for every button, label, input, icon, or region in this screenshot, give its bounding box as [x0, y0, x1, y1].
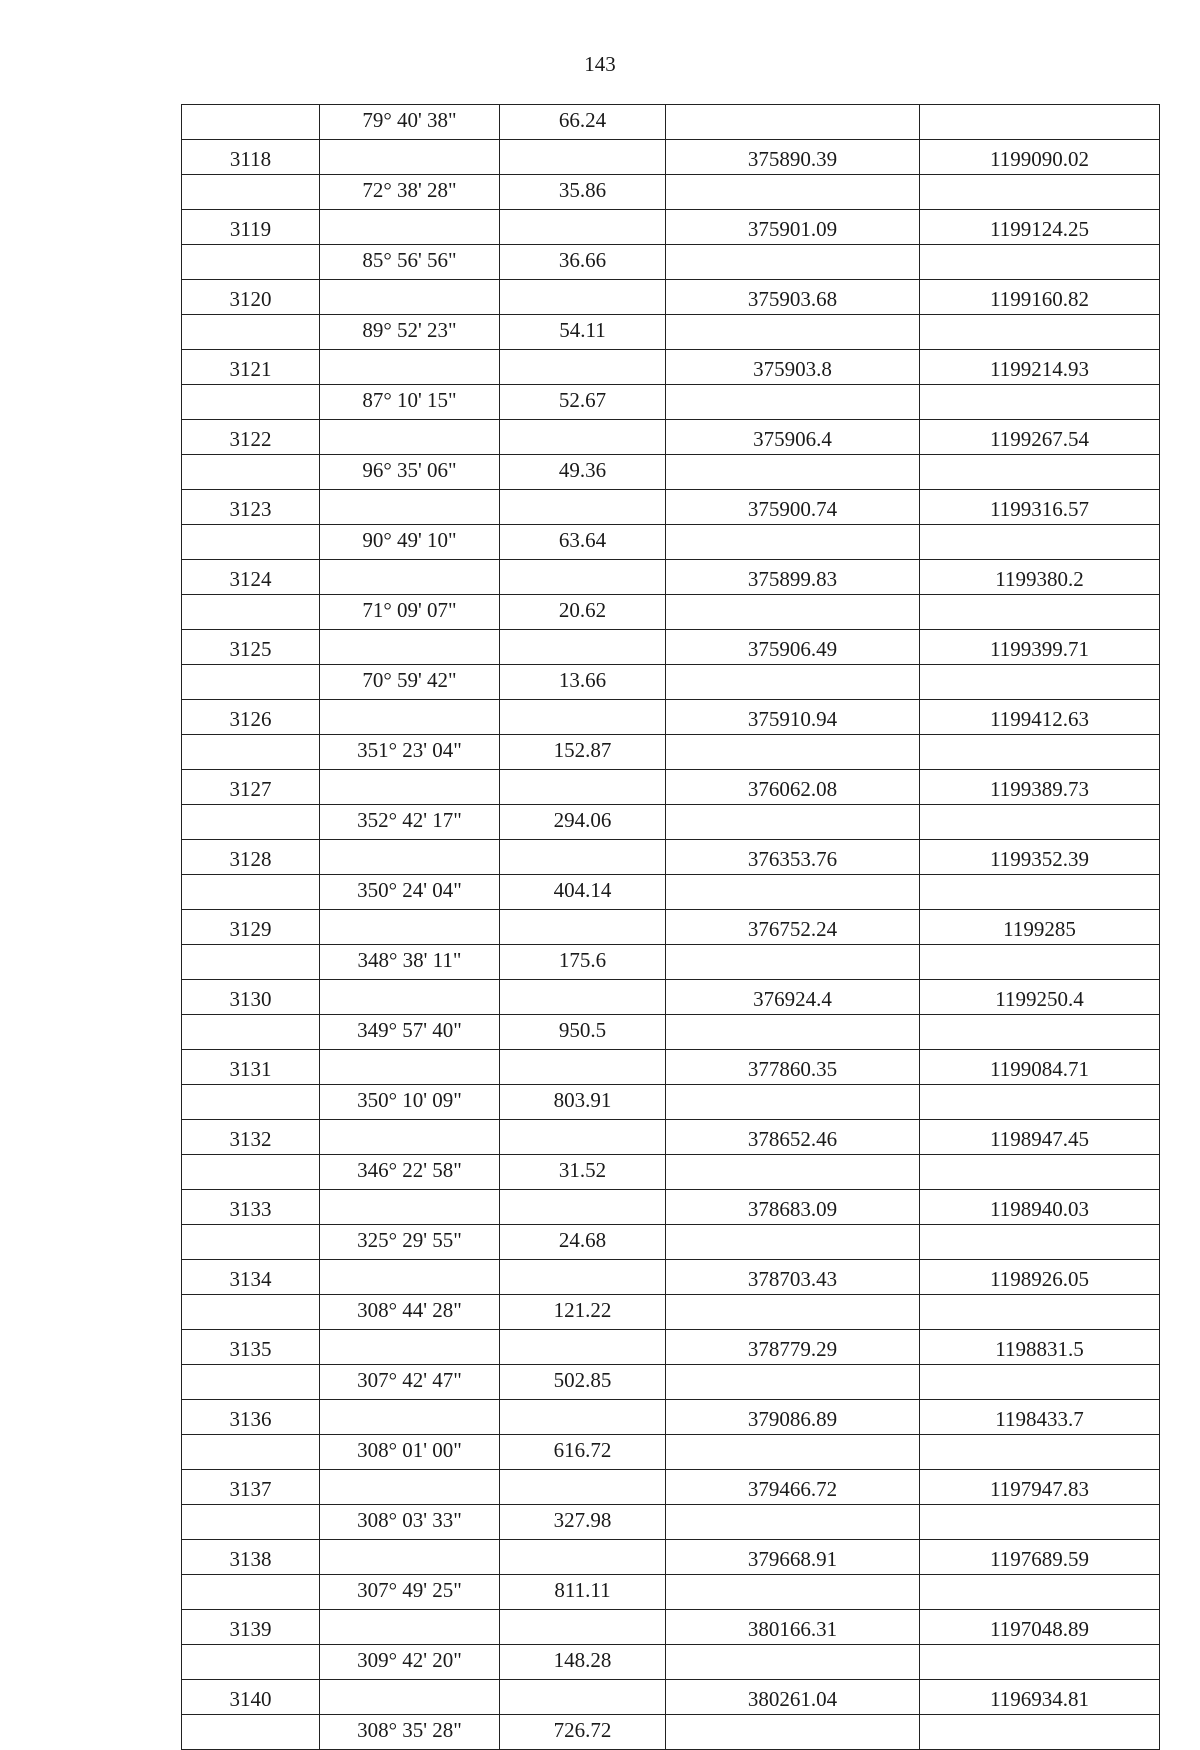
distance-cell: 404.14 — [500, 875, 666, 910]
northing-cell — [666, 1575, 920, 1610]
table-row-point — [182, 1680, 1160, 1715]
distance-cell: 36.66 — [500, 245, 666, 280]
easting-cell — [920, 595, 1160, 630]
table-row-point — [182, 1120, 1160, 1155]
distance-cell: 63.64 — [500, 525, 666, 560]
distance-cell — [500, 1610, 666, 1645]
northing-cell — [666, 1225, 920, 1260]
bearing-cell — [320, 1260, 500, 1295]
table-row-leg — [182, 455, 1160, 490]
bearing-cell: 90° 49' 10" — [320, 525, 500, 560]
station-cell: 3119 — [182, 210, 320, 245]
table-row-leg — [182, 875, 1160, 910]
station-cell — [182, 1365, 320, 1400]
easting-cell — [920, 805, 1160, 840]
northing-cell: 375900.74 — [666, 490, 920, 525]
table-row-leg — [182, 945, 1160, 980]
station-cell — [182, 805, 320, 840]
table-row-point — [182, 210, 1160, 245]
distance-cell: 66.24 — [500, 105, 666, 140]
distance-cell: 175.6 — [500, 945, 666, 980]
distance-cell — [500, 630, 666, 665]
station-cell — [182, 245, 320, 280]
northing-cell — [666, 1435, 920, 1470]
northing-cell: 378703.43 — [666, 1260, 920, 1295]
bearing-cell — [320, 140, 500, 175]
table-row-leg — [182, 1505, 1160, 1540]
station-cell — [182, 1505, 320, 1540]
bearing-cell: 349° 57' 40" — [320, 1015, 500, 1050]
distance-cell — [500, 700, 666, 735]
easting-cell — [920, 1645, 1160, 1680]
bearing-cell: 350° 24' 04" — [320, 875, 500, 910]
distance-cell — [500, 140, 666, 175]
bearing-cell — [320, 910, 500, 945]
bearing-cell: 79° 40' 38" — [320, 105, 500, 140]
easting-cell — [920, 1575, 1160, 1610]
northing-cell: 379086.89 — [666, 1400, 920, 1435]
distance-cell — [500, 420, 666, 455]
easting-cell: 1199316.57 — [920, 490, 1160, 525]
northing-cell — [666, 1155, 920, 1190]
bearing-cell: 85° 56' 56" — [320, 245, 500, 280]
distance-cell: 152.87 — [500, 735, 666, 770]
easting-cell: 1199352.39 — [920, 840, 1160, 875]
station-cell: 3130 — [182, 980, 320, 1015]
easting-cell: 1198947.45 — [920, 1120, 1160, 1155]
easting-cell: 1199214.93 — [920, 350, 1160, 385]
easting-cell — [920, 1225, 1160, 1260]
bearing-cell: 307° 42' 47" — [320, 1365, 500, 1400]
table-row-leg — [182, 1645, 1160, 1680]
distance-cell — [500, 1400, 666, 1435]
table-row-leg — [182, 805, 1160, 840]
easting-cell — [920, 1295, 1160, 1330]
northing-cell: 376924.4 — [666, 980, 920, 1015]
distance-cell: 20.62 — [500, 595, 666, 630]
bearing-cell — [320, 630, 500, 665]
bearing-cell: 352° 42' 17" — [320, 805, 500, 840]
distance-cell — [500, 1120, 666, 1155]
easting-cell — [920, 1015, 1160, 1050]
easting-cell — [920, 315, 1160, 350]
northing-cell — [666, 1645, 920, 1680]
distance-cell: 502.85 — [500, 1365, 666, 1400]
bearing-cell: 308° 44' 28" — [320, 1295, 500, 1330]
northing-cell: 378779.29 — [666, 1330, 920, 1365]
table-row-point — [182, 1330, 1160, 1365]
table-row-point — [182, 910, 1160, 945]
easting-cell: 1199389.73 — [920, 770, 1160, 805]
table-row-leg — [182, 315, 1160, 350]
easting-cell: 1199124.25 — [920, 210, 1160, 245]
table-row-point — [182, 1260, 1160, 1295]
northing-cell — [666, 875, 920, 910]
bearing-cell: 72° 38' 28" — [320, 175, 500, 210]
table-row-point — [182, 840, 1160, 875]
northing-cell — [666, 595, 920, 630]
easting-cell — [920, 665, 1160, 700]
distance-cell: 54.11 — [500, 315, 666, 350]
easting-cell — [920, 525, 1160, 560]
easting-cell — [920, 945, 1160, 980]
northing-cell: 375890.39 — [666, 140, 920, 175]
bearing-cell: 307° 49' 25" — [320, 1575, 500, 1610]
bearing-cell — [320, 280, 500, 315]
table-row-leg — [182, 245, 1160, 280]
table-row-leg — [182, 665, 1160, 700]
northing-cell — [666, 245, 920, 280]
easting-cell — [920, 1435, 1160, 1470]
northing-cell: 375906.4 — [666, 420, 920, 455]
table-row-point — [182, 1050, 1160, 1085]
easting-cell: 1199160.82 — [920, 280, 1160, 315]
station-cell — [182, 1435, 320, 1470]
page-number: 143 — [584, 52, 616, 76]
bearing-cell — [320, 560, 500, 595]
bearing-cell: 308° 01' 00" — [320, 1435, 500, 1470]
bearing-cell — [320, 1120, 500, 1155]
bearing-cell — [320, 1680, 500, 1715]
station-cell — [182, 1295, 320, 1330]
bearing-cell — [320, 770, 500, 805]
northing-cell — [666, 1015, 920, 1050]
distance-cell — [500, 1050, 666, 1085]
bearing-cell — [320, 1190, 500, 1225]
easting-cell: 1199285 — [920, 910, 1160, 945]
station-cell — [182, 1085, 320, 1120]
northing-cell: 380166.31 — [666, 1610, 920, 1645]
northing-cell — [666, 1085, 920, 1120]
bearing-cell: 87° 10' 15" — [320, 385, 500, 420]
table-row-leg — [182, 1715, 1160, 1750]
station-cell — [182, 105, 320, 140]
bearing-cell: 89° 52' 23" — [320, 315, 500, 350]
station-cell: 3118 — [182, 140, 320, 175]
station-cell: 3139 — [182, 1610, 320, 1645]
distance-cell: 148.28 — [500, 1645, 666, 1680]
table-row-point — [182, 490, 1160, 525]
northing-cell: 375899.83 — [666, 560, 920, 595]
distance-cell — [500, 910, 666, 945]
easting-cell — [920, 245, 1160, 280]
distance-cell — [500, 560, 666, 595]
easting-cell: 1199380.2 — [920, 560, 1160, 595]
northing-cell — [666, 175, 920, 210]
station-cell: 3126 — [182, 700, 320, 735]
station-cell: 3120 — [182, 280, 320, 315]
northing-cell — [666, 1295, 920, 1330]
station-cell — [182, 1715, 320, 1750]
station-cell: 3123 — [182, 490, 320, 525]
northing-cell: 375903.68 — [666, 280, 920, 315]
table-row-leg — [182, 525, 1160, 560]
distance-cell — [500, 1470, 666, 1505]
northing-cell: 380261.04 — [666, 1680, 920, 1715]
bearing-cell — [320, 1400, 500, 1435]
distance-cell — [500, 1260, 666, 1295]
table-row-leg — [182, 1155, 1160, 1190]
table-row-point — [182, 1610, 1160, 1645]
table-row-leg — [182, 735, 1160, 770]
northing-cell: 375910.94 — [666, 700, 920, 735]
easting-cell — [920, 105, 1160, 140]
bearing-cell: 346° 22' 58" — [320, 1155, 500, 1190]
bearing-cell — [320, 1470, 500, 1505]
bearing-cell — [320, 210, 500, 245]
station-cell: 3136 — [182, 1400, 320, 1435]
easting-cell: 1197689.59 — [920, 1540, 1160, 1575]
station-cell — [182, 1015, 320, 1050]
distance-cell: 121.22 — [500, 1295, 666, 1330]
distance-cell — [500, 770, 666, 805]
distance-cell — [500, 1680, 666, 1715]
distance-cell: 13.66 — [500, 665, 666, 700]
northing-cell: 378683.09 — [666, 1190, 920, 1225]
northing-cell: 378652.46 — [666, 1120, 920, 1155]
bearing-cell: 309° 42' 20" — [320, 1645, 500, 1680]
northing-cell — [666, 385, 920, 420]
table-row-leg — [182, 1085, 1160, 1120]
table-row-point — [182, 1190, 1160, 1225]
station-cell — [182, 665, 320, 700]
table-row-point — [182, 980, 1160, 1015]
distance-cell — [500, 490, 666, 525]
station-cell — [182, 595, 320, 630]
bearing-cell — [320, 1540, 500, 1575]
station-cell: 3132 — [182, 1120, 320, 1155]
distance-cell: 726.72 — [500, 1715, 666, 1750]
northing-cell — [666, 805, 920, 840]
northing-cell — [666, 735, 920, 770]
northing-cell — [666, 525, 920, 560]
northing-cell: 376353.76 — [666, 840, 920, 875]
easting-cell: 1198831.5 — [920, 1330, 1160, 1365]
northing-cell: 376062.08 — [666, 770, 920, 805]
distance-cell: 327.98 — [500, 1505, 666, 1540]
bearing-cell: 325° 29' 55" — [320, 1225, 500, 1260]
station-cell — [182, 1155, 320, 1190]
easting-cell: 1199250.4 — [920, 980, 1160, 1015]
table-row-leg — [182, 595, 1160, 630]
northing-cell: 379466.72 — [666, 1470, 920, 1505]
bearing-cell — [320, 420, 500, 455]
table-row-point — [182, 1540, 1160, 1575]
bearing-cell — [320, 700, 500, 735]
station-cell: 3121 — [182, 350, 320, 385]
distance-cell: 52.67 — [500, 385, 666, 420]
easting-cell — [920, 875, 1160, 910]
station-cell: 3124 — [182, 560, 320, 595]
table-row-leg — [182, 1015, 1160, 1050]
table-row-point — [182, 560, 1160, 595]
northing-cell: 377860.35 — [666, 1050, 920, 1085]
station-cell — [182, 455, 320, 490]
easting-cell: 1199267.54 — [920, 420, 1160, 455]
table-row-point — [182, 770, 1160, 805]
bearing-cell — [320, 840, 500, 875]
distance-cell — [500, 1330, 666, 1365]
easting-cell — [920, 1085, 1160, 1120]
table-row-leg — [182, 1435, 1160, 1470]
table-row-point — [182, 280, 1160, 315]
bearing-cell: 308° 03' 33" — [320, 1505, 500, 1540]
station-cell: 3129 — [182, 910, 320, 945]
table-row-point — [182, 700, 1160, 735]
table-row-point — [182, 1470, 1160, 1505]
station-cell: 3134 — [182, 1260, 320, 1295]
table-row-point — [182, 630, 1160, 665]
easting-cell — [920, 1505, 1160, 1540]
station-cell: 3125 — [182, 630, 320, 665]
table-row-leg — [182, 1365, 1160, 1400]
distance-cell — [500, 980, 666, 1015]
easting-cell: 1198926.05 — [920, 1260, 1160, 1295]
northing-cell: 375906.49 — [666, 630, 920, 665]
station-cell: 3137 — [182, 1470, 320, 1505]
easting-cell — [920, 735, 1160, 770]
distance-cell: 35.86 — [500, 175, 666, 210]
station-cell: 3131 — [182, 1050, 320, 1085]
station-cell — [182, 175, 320, 210]
distance-cell: 49.36 — [500, 455, 666, 490]
distance-cell: 24.68 — [500, 1225, 666, 1260]
bearing-cell: 70° 59' 42" — [320, 665, 500, 700]
station-cell — [182, 385, 320, 420]
station-cell: 3140 — [182, 1680, 320, 1715]
northing-cell — [666, 1505, 920, 1540]
station-cell — [182, 945, 320, 980]
table-row-leg — [182, 1225, 1160, 1260]
easting-cell — [920, 455, 1160, 490]
table-row-point — [182, 140, 1160, 175]
distance-cell: 294.06 — [500, 805, 666, 840]
northing-cell — [666, 1365, 920, 1400]
station-cell — [182, 315, 320, 350]
distance-cell: 31.52 — [500, 1155, 666, 1190]
northing-cell: 375903.8 — [666, 350, 920, 385]
station-cell: 3122 — [182, 420, 320, 455]
bearing-cell: 348° 38' 11" — [320, 945, 500, 980]
station-cell — [182, 525, 320, 560]
station-cell — [182, 735, 320, 770]
easting-cell: 1198940.03 — [920, 1190, 1160, 1225]
table-row-leg — [182, 1295, 1160, 1330]
bearing-cell: 308° 35' 28" — [320, 1715, 500, 1750]
survey-coordinates-table — [181, 104, 1160, 1750]
bearing-cell — [320, 1610, 500, 1645]
distance-cell — [500, 350, 666, 385]
northing-cell: 375901.09 — [666, 210, 920, 245]
distance-cell — [500, 280, 666, 315]
easting-cell — [920, 175, 1160, 210]
easting-cell: 1199090.02 — [920, 140, 1160, 175]
station-cell: 3133 — [182, 1190, 320, 1225]
station-cell — [182, 1575, 320, 1610]
easting-cell: 1198433.7 — [920, 1400, 1160, 1435]
northing-cell — [666, 455, 920, 490]
bearing-cell — [320, 980, 500, 1015]
easting-cell — [920, 1365, 1160, 1400]
northing-cell: 379668.91 — [666, 1540, 920, 1575]
distance-cell: 803.91 — [500, 1085, 666, 1120]
bearing-cell: 71° 09' 07" — [320, 595, 500, 630]
distance-cell — [500, 840, 666, 875]
station-cell: 3135 — [182, 1330, 320, 1365]
distance-cell — [500, 1540, 666, 1575]
table-body — [182, 105, 1160, 1750]
bearing-cell — [320, 490, 500, 525]
table-row-leg — [182, 175, 1160, 210]
northing-cell: 376752.24 — [666, 910, 920, 945]
easting-cell: 1196934.81 — [920, 1680, 1160, 1715]
station-cell: 3128 — [182, 840, 320, 875]
distance-cell: 811.11 — [500, 1575, 666, 1610]
easting-cell: 1199399.71 — [920, 630, 1160, 665]
easting-cell: 1197048.89 — [920, 1610, 1160, 1645]
station-cell: 3127 — [182, 770, 320, 805]
station-cell — [182, 1225, 320, 1260]
table-row-point — [182, 350, 1160, 385]
bearing-cell: 350° 10' 09" — [320, 1085, 500, 1120]
northing-cell — [666, 665, 920, 700]
bearing-cell — [320, 1050, 500, 1085]
table-row-leg — [182, 105, 1160, 140]
easting-cell: 1197947.83 — [920, 1470, 1160, 1505]
easting-cell: 1199084.71 — [920, 1050, 1160, 1085]
distance-cell: 950.5 — [500, 1015, 666, 1050]
table-row-point — [182, 420, 1160, 455]
northing-cell — [666, 315, 920, 350]
northing-cell — [666, 105, 920, 140]
easting-cell: 1199412.63 — [920, 700, 1160, 735]
northing-cell — [666, 945, 920, 980]
table-row-point — [182, 1400, 1160, 1435]
bearing-cell: 351° 23' 04" — [320, 735, 500, 770]
bearing-cell: 96° 35' 06" — [320, 455, 500, 490]
station-cell — [182, 1645, 320, 1680]
easting-cell — [920, 1715, 1160, 1750]
bearing-cell — [320, 350, 500, 385]
table-row-leg — [182, 1575, 1160, 1610]
easting-cell — [920, 1155, 1160, 1190]
station-cell — [182, 875, 320, 910]
distance-cell — [500, 1190, 666, 1225]
distance-cell: 616.72 — [500, 1435, 666, 1470]
easting-cell — [920, 385, 1160, 420]
bearing-cell — [320, 1330, 500, 1365]
northing-cell — [666, 1715, 920, 1750]
table-row-leg — [182, 385, 1160, 420]
station-cell: 3138 — [182, 1540, 320, 1575]
distance-cell — [500, 210, 666, 245]
